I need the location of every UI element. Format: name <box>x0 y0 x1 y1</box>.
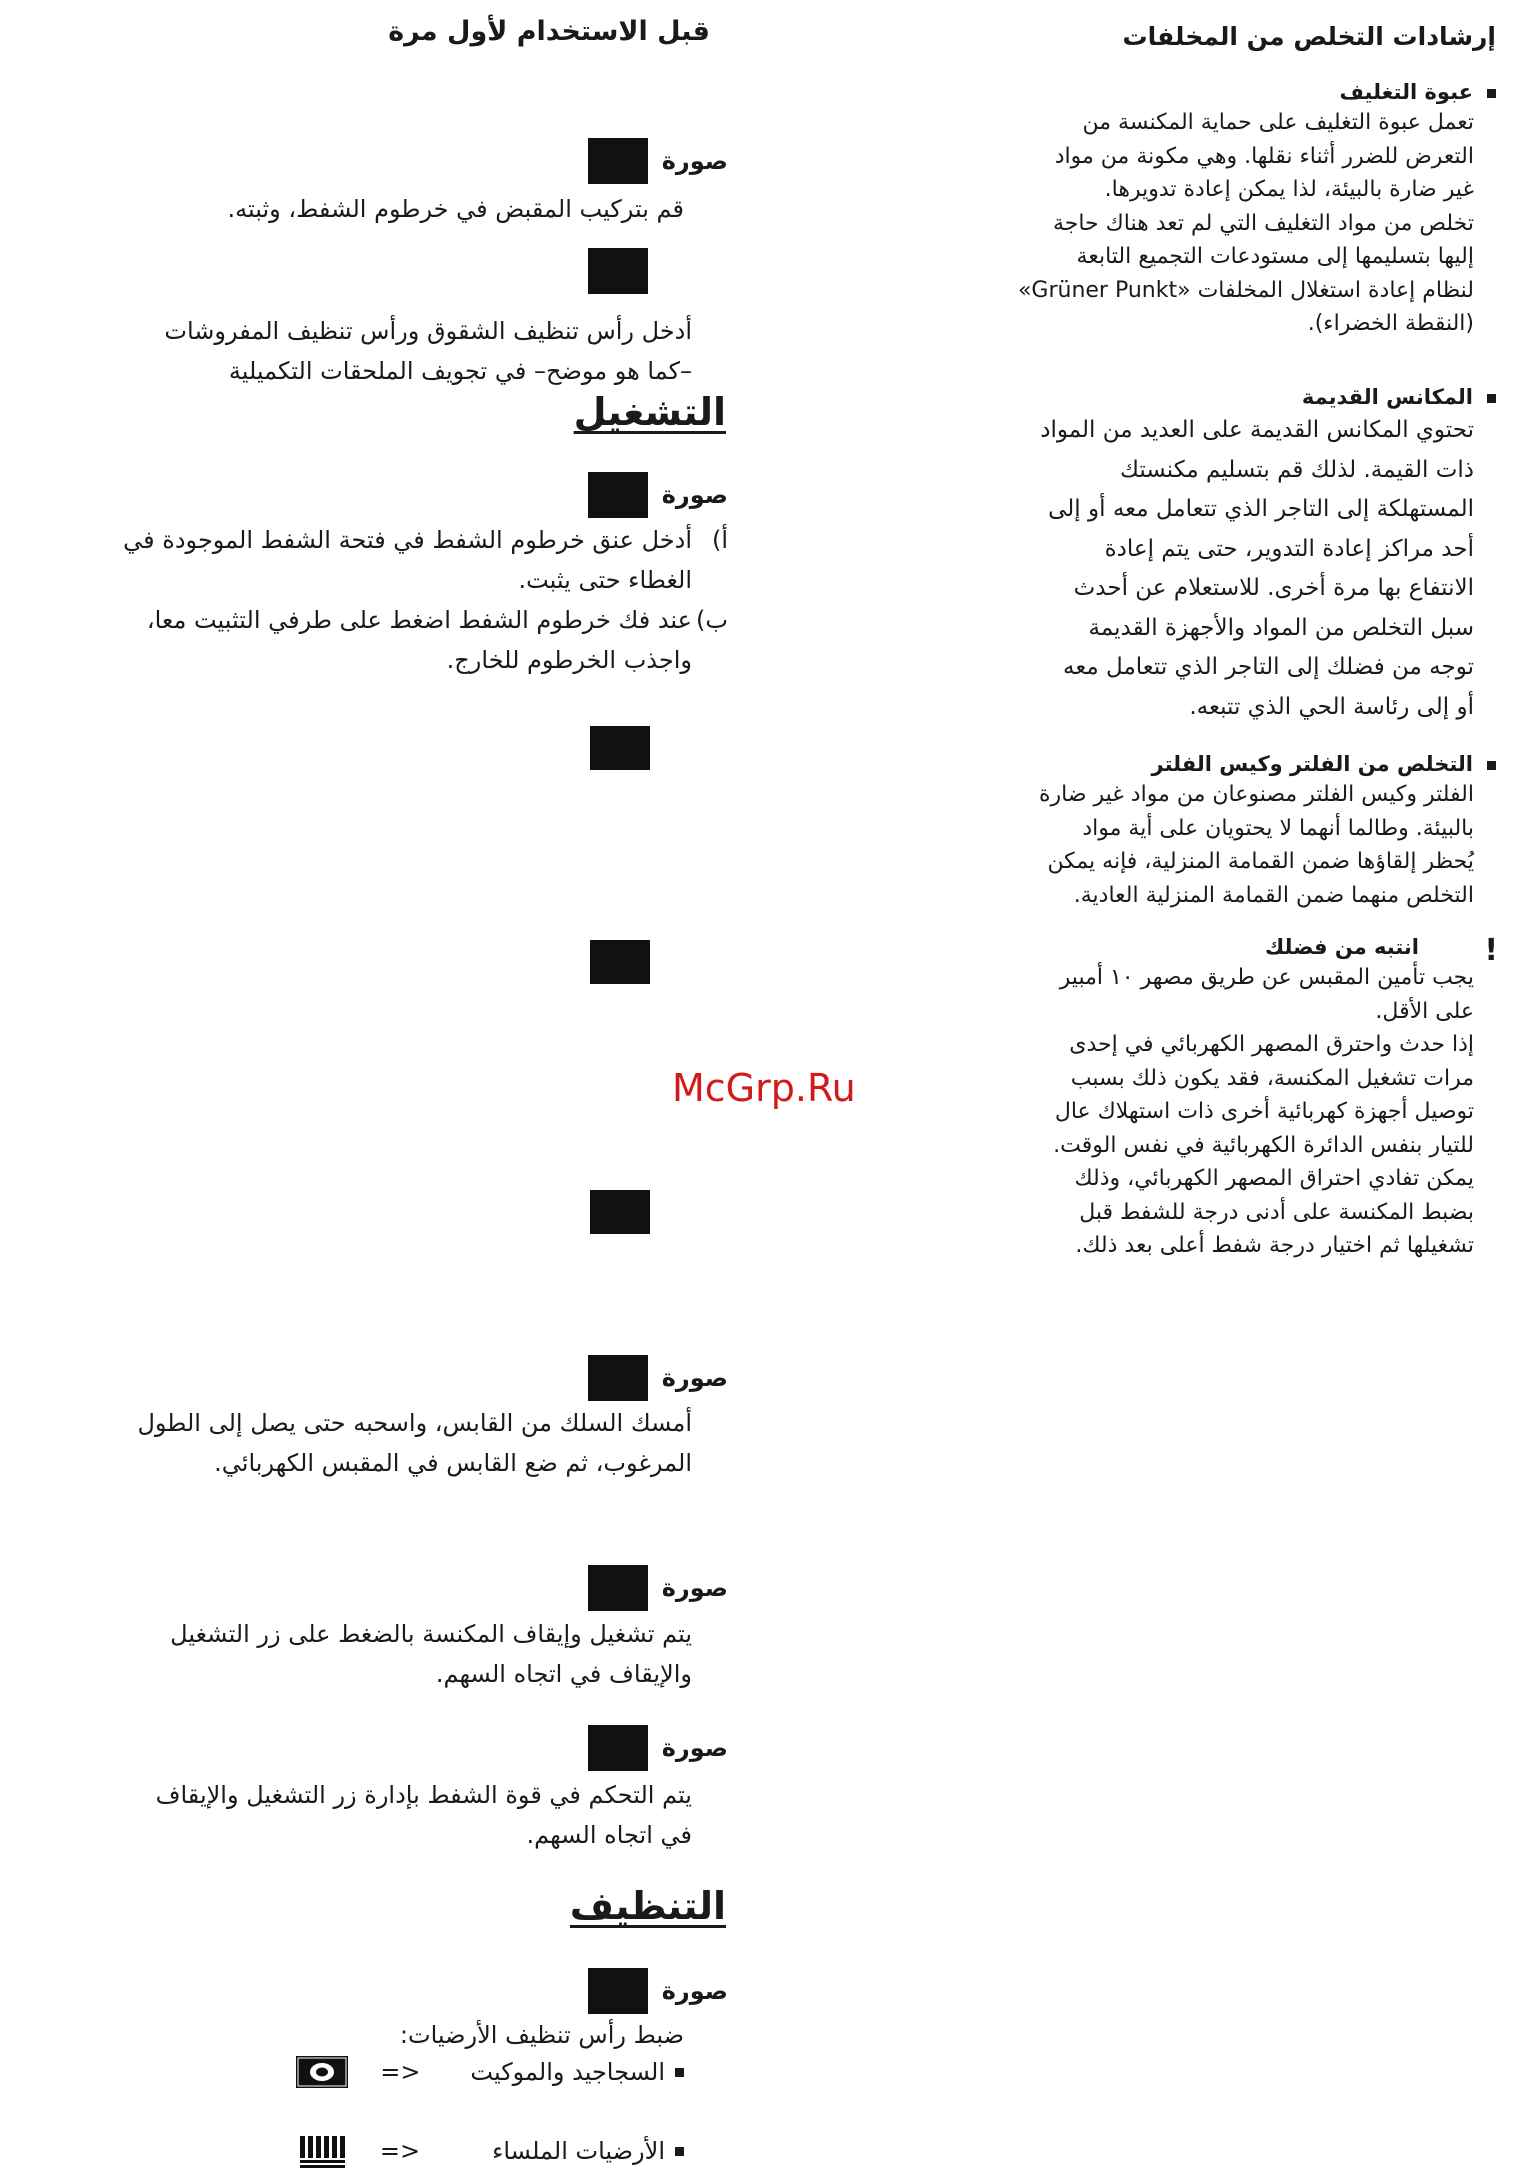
cleaning-heading: التنظيف <box>569 1884 726 1928</box>
figure-image <box>590 1190 650 1234</box>
cord-text: أمسك السلك من القابس، واسحبه حتى يصل إلى الطول المرغوب، ثم ضع القابس في المقبس الكهربائي. <box>137 1409 692 1477</box>
figure-cord-caption: صورة <box>588 1355 728 1401</box>
figure-1-text: قم بتركيب المقبض في خرطوم الشفط، وثبته. <box>227 195 684 223</box>
figure-2-text: أدخل رأس تنظيف الشقوق ورأس تنظيف المفروشات –كما هو موضح– في تجويف الملحقات التكميلية <box>164 317 692 385</box>
filter-heading: التخلص من الفلتر وكيس الفلتر <box>914 752 1496 776</box>
step-a: أ) أدخل عنق خرطوم الشفط في فتحة الشفط الموجودة في الغطاء حتى يثبت. <box>123 526 728 594</box>
figure-image <box>588 1355 648 1401</box>
figure-1-caption: صورة <box>588 138 728 184</box>
mode-carpet: السجاجيد والموكيت <= <box>296 2056 684 2088</box>
notice-heading: ! انتبه من فضلك <box>1264 933 1498 968</box>
onoff-text: يتم تشغيل وإيقاف المكنسة بالضغط على زر التشغيل والإيقاف في اتجاه السهم. <box>170 1620 692 1688</box>
figure-image <box>590 940 650 984</box>
disposal-title: إرشادات التخلص من المخلفات <box>1122 22 1496 51</box>
old-appliances-section <box>914 385 1474 727</box>
packaging-section <box>914 80 1474 341</box>
figure-image <box>588 1968 648 2014</box>
bullet-icon <box>1487 394 1496 403</box>
packaging-heading: عبوة التغليف <box>914 80 1496 104</box>
warning-icon: ! <box>1484 933 1498 968</box>
figure-power-caption: صورة <box>588 1725 728 1771</box>
bullet-icon <box>675 2147 684 2156</box>
figure-cleaning-caption: صورة <box>588 1968 728 2014</box>
filter-section <box>914 752 1474 912</box>
bullet-icon <box>1487 761 1496 770</box>
mode-hard-floor: الأرضيات الملساء <= <box>298 2134 684 2168</box>
arrow-icon: <= <box>380 2058 421 2086</box>
bullet-icon <box>675 2068 684 2077</box>
bullet-icon <box>1487 89 1496 98</box>
figure-image <box>588 248 648 294</box>
figure-3-caption: صورة <box>588 472 728 518</box>
power-text: يتم التحكم في قوة الشفط بإدارة زر التشغيل والإيقاف في اتجاه السهم. <box>155 1781 692 1849</box>
figure-image <box>588 138 648 184</box>
figure-image <box>588 472 648 518</box>
filter-text: الفلتر وكيس الفلتر مصنوعان من مواد غير ضارة بالبيئة. وطالما أنهما لا يحتويان على أية مواد يُحظر إلقاؤها ضمن القمامة المنزلية، فإنه يمكن التخلص منهما ضمن القمامة المنزلية العادية. <box>1038 782 1474 908</box>
figure-image <box>588 1565 648 1611</box>
operation-steps <box>0 520 728 680</box>
old-appliances-text: تحتوي المكانس القديمة على العديد من المواد ذات القيمة. لذلك قم بتسليم مكنستك المستهلكة إلى التاجر الذي تتعامل معه أو إلى أحد مراكز إعادة التدوير، حتى يتم إعادة الانتفاع بها مرة أخرى. للاستعلام عن أحدث سبل التخلص من المواد والأجهزة القديمة توجه من فضلك إلى التاجر الذي تتعامل معه أو إلى رئاسة الحي الذي تتبعه. <box>1040 417 1474 720</box>
packaging-text: تعمل عبوة التغليف على حماية المكنسة من التعرض للضرر أثناء نقلها. وهي مكونة من مواد غير ضارة بالبيئة، لذا يمكن إعادة تدويرها. تخلص من مواد التغليف التي لم تعد هناك حاجة إليها بتسليمها إلى مستودعات التجميع التابعة لنظام إعادة استغلال المخلفات «Grüner Punkt» (النقطة الخضراء). <box>1017 110 1474 336</box>
figure-image <box>588 1725 648 1771</box>
arrow-icon: <= <box>379 2137 421 2165</box>
figure-onoff-caption: صورة <box>588 1565 728 1611</box>
figure-image <box>590 726 650 770</box>
carpet-mode-icon <box>296 2056 348 2088</box>
first-use-title: قبل الاستخدام لأول مرة <box>388 16 710 47</box>
floor-head-intro: ضبط رأس تنظيف الأرضيات: <box>399 2021 684 2049</box>
operation-heading: التشغيل <box>573 390 726 434</box>
old-appliances-heading: المكانس القديمة <box>914 385 1496 409</box>
watermark: McGrp.Ru <box>672 1066 856 1110</box>
notice-text: يجب تأمين المقبس عن طريق مصهر ١٠ أمبير على الأقل. إذا حدث واحترق المصهر الكهربائي في إحدى مرات تشغيل المكنسة، فقد يكون ذلك بسبب توصيل أجهزة كهربائية أخرى ذات استهلاك عال للتيار بنفس الدائرة الكهربائية في نفس الوقت. يمكن تفادي احتراق المصهر الكهربائي، وذلك بضبط المكنسة على أدنى درجة للشفط قبل تشغيلها ثم اختيار درجة شفط أعلى بعد ذلك. <box>1053 965 1474 1258</box>
step-b: ب) عند فك خرطوم الشفط اضغط على طرفي التثبيت معا، واجذب الخرطوم للخارج. <box>146 606 728 674</box>
hard-floor-mode-icon <box>298 2134 348 2168</box>
notice-section <box>914 933 1498 1263</box>
